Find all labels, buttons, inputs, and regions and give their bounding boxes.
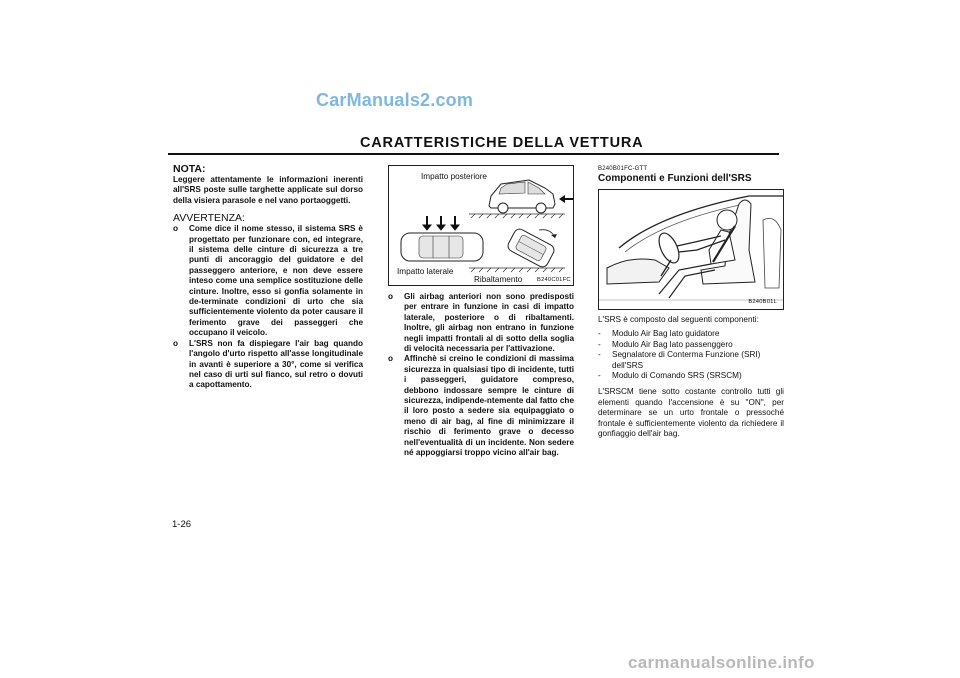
avvertenza-list xyxy=(173,224,363,391)
nota-heading: NOTA: xyxy=(173,163,206,175)
list-item-text: Modulo di Comando SRS (SRSCM) xyxy=(612,371,742,381)
list-item-text: Modulo Air Bag lato guidatore xyxy=(612,329,720,339)
list-item-text: Affinchè si creino le condizioni di massima sicurezza in qualsiasi tipo di incidente, tutti i passeggeri, guidatore compreso, debbono indossare sempre le cinture di sicurezza, indipende-ntemente dal fatto che il loro posto a sedere sia equipaggiato o meno di air bag, al fine di minimizzare il rischio di ferimento grave o decesso nell'eventualità di un incidente. Non sedere né appoggiarsi troppo vicino all'air bag. xyxy=(404,354,574,458)
components-intro: L'SRS è composto dal seguenti componenti: xyxy=(598,315,759,324)
watermark-top: CarManuals2.com xyxy=(316,90,474,110)
list-item xyxy=(388,292,574,354)
list-item-text: L'SRS non fa dispiegare l'air bag quando l'angolo d'urto rispetto all'asse longitudinale in avanti è superiore a 30°, come si verifica nel caso di urti sul fianco, sul retro o dovuti a capottamento. xyxy=(189,338,363,390)
image-code: B240B01L xyxy=(748,299,777,305)
impact-illustration xyxy=(388,165,574,286)
section-title: Componenti e Funzioni dell'SRS xyxy=(598,173,752,184)
srscm-paragraph: L'SRSCM tiene sotto costante controllo tutti gli elementi quando l'accensione è su "ON", per determinare se un urto frontale o pressoché frontale è sufficientemente violento da richiedere il gonfiaggio dell'air bag. xyxy=(598,387,784,439)
bullet-mark: o xyxy=(173,224,179,234)
list-item-text: Segnalatore di Conterma Funzione (SRI) dell'SRS xyxy=(612,350,761,370)
list-item-text: Gli airbag anteriori non sono predisposti per entrare in funzione in casi di impatto laterale, posteriore o di ribaltamenti. Inoltre, gli airbag non entrano in funzione negli impatti frontali al di sotto della soglia di velocità necessaria per l'attivazione. xyxy=(404,292,574,354)
list-item xyxy=(173,224,363,338)
label-rollover: Ribaltamento xyxy=(474,275,523,284)
avvertenza-heading: AVVERTENZA: xyxy=(173,212,245,225)
components-list xyxy=(598,329,784,381)
bullet-mark: o xyxy=(173,338,179,348)
column-notes xyxy=(173,164,363,391)
list-item xyxy=(598,340,784,350)
nota-text: Leggere attentamente le informazioni inerenti all'SRS poste sulle targhette applicate sul dorso della visiera parasole e nel vano portaoggetti. xyxy=(173,175,363,205)
label-rear-impact: Impatto posteriore xyxy=(421,172,487,181)
driver-airbag-illustration xyxy=(598,189,784,310)
list-item xyxy=(598,371,784,381)
dash-mark: - xyxy=(598,371,601,381)
dash-mark: - xyxy=(598,329,601,339)
list-item-text: Modulo Air Bag lato passenggero xyxy=(612,339,733,349)
page-number: 1-26 xyxy=(172,519,192,530)
dash-mark: - xyxy=(598,350,601,360)
list-item xyxy=(598,329,784,339)
list-item xyxy=(598,350,784,371)
bullet-mark: o xyxy=(388,292,394,301)
column-srs-components xyxy=(598,165,784,439)
list-item-text: Come dice il nome stesso, il sistema SRS è progettato per funzionare con, ed integrare, il sistema delle cinture di sicurezza a tre punti di ancoraggio del guidatore e del passeggero anteriore, e non deve essere inteso come una semplice sostituzione delle cinture. Inoltre, esso si gonfia solamente in de-terminate condizioni di urto che sia sufficientemente violento da poter causare il ferimento grave dei passeggeri che occupano il veicolo. xyxy=(189,224,363,338)
label-side-impact: Impatto laterale xyxy=(397,267,454,276)
driver-airbag-graphic xyxy=(599,190,784,310)
dash-mark: - xyxy=(598,339,601,349)
section-code: B240B01FC-GTT xyxy=(598,166,648,172)
bullet-mark: o xyxy=(388,354,394,364)
illustration-code: B240C01FC xyxy=(537,277,571,283)
column-airbag-notes xyxy=(388,292,574,459)
airbag-notes-list xyxy=(388,292,574,459)
watermark-bottom: carmanualsonline.info xyxy=(628,653,815,672)
page-title: CARATTERISTICHE DELLA VETTURA xyxy=(360,135,644,151)
list-item xyxy=(388,354,574,458)
list-item xyxy=(173,339,363,391)
header-rule xyxy=(168,153,779,155)
